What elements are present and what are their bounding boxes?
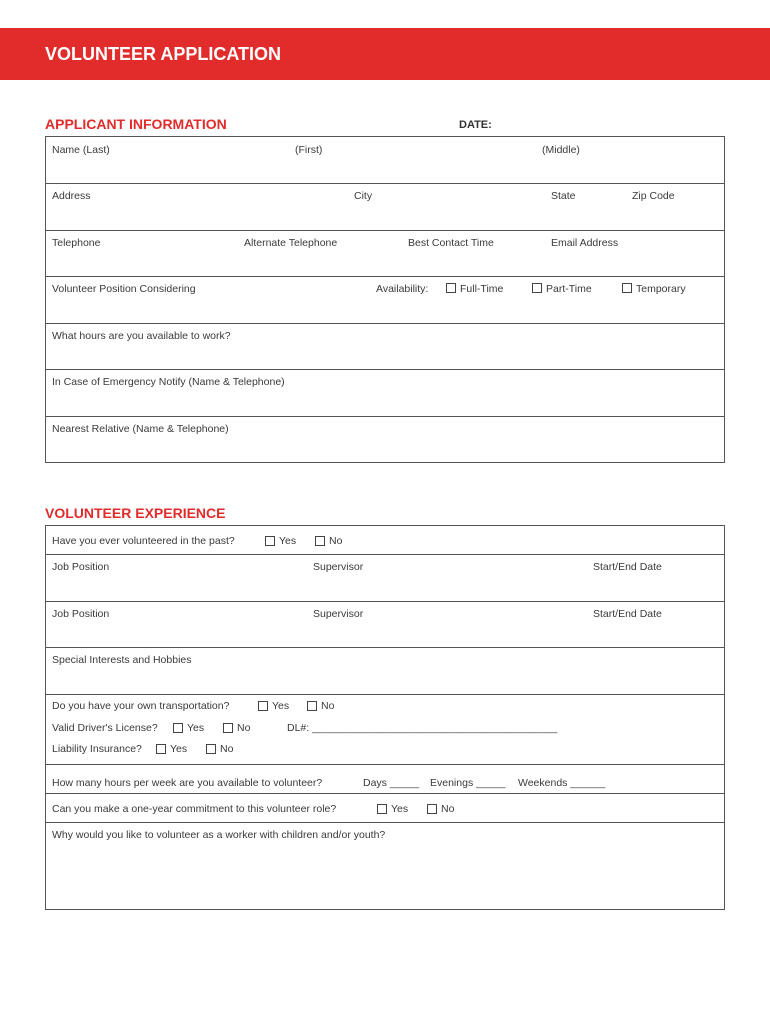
interests-label: Special Interests and Hobbies (52, 654, 192, 666)
insurance-yes-checkbox[interactable] (156, 744, 166, 754)
row-divider (46, 601, 724, 602)
volunteered-no-label: No (329, 535, 343, 547)
parttime-checkbox[interactable] (532, 283, 542, 293)
volunteered-yes-label: Yes (279, 535, 297, 547)
name-last-label: Name (Last) (52, 144, 110, 156)
emergency-label: In Case of Emergency Notify (Name & Telephone) (52, 376, 285, 388)
applicant-heading: APPLICANT INFORMATION (45, 116, 227, 132)
hours-week-question: How many hours per week are you available to volunteer? (52, 777, 323, 789)
best-contact-time-label: Best Contact Time (408, 237, 494, 249)
date-label: DATE: (459, 119, 492, 131)
experience-heading: VOLUNTEER EXPERIENCE (45, 505, 226, 521)
transport-yes-checkbox[interactable] (258, 701, 268, 711)
row-divider (46, 276, 724, 277)
start-end-date-label: Start/End Date (593, 561, 662, 573)
license-no-checkbox[interactable] (223, 723, 233, 733)
fulltime-checkbox[interactable] (446, 283, 456, 293)
row-divider (46, 793, 724, 794)
row-divider (46, 554, 724, 555)
row-divider (46, 323, 724, 324)
days-field[interactable]: Days _____ (363, 777, 420, 789)
insurance-question: Liability Insurance? (52, 743, 142, 755)
commitment-no-checkbox[interactable] (427, 804, 437, 814)
row-divider (46, 183, 724, 184)
license-yes-label: Yes (187, 722, 205, 734)
job-position-label: Job Position (52, 608, 110, 620)
job-position-label: Job Position (52, 561, 110, 573)
fulltime-label: Full-Time (460, 283, 504, 295)
row-divider (46, 230, 724, 231)
transport-no-checkbox[interactable] (307, 701, 317, 711)
supervisor-label: Supervisor (313, 561, 364, 573)
license-no-label: No (237, 722, 251, 734)
transport-yes-label: Yes (272, 700, 290, 712)
row-divider (46, 647, 724, 648)
relative-label: Nearest Relative (Name & Telephone) (52, 423, 229, 435)
applicant-info-table (45, 136, 725, 463)
alt-telephone-label: Alternate Telephone (244, 237, 338, 249)
transport-question: Do you have your own transportation? (52, 700, 230, 712)
dl-number-field[interactable]: DL#: __________________________________________ (287, 722, 558, 734)
row-divider (46, 416, 724, 417)
temporary-checkbox[interactable] (622, 283, 632, 293)
transport-no-label: No (321, 700, 335, 712)
evenings-field[interactable]: Evenings _____ (430, 777, 506, 789)
position-label: Volunteer Position Considering (52, 283, 196, 295)
commitment-yes-checkbox[interactable] (377, 804, 387, 814)
volunteered-yes-checkbox[interactable] (265, 536, 275, 546)
supervisor-label: Supervisor (313, 608, 364, 620)
name-first-label: (First) (295, 144, 323, 156)
insurance-no-checkbox[interactable] (206, 744, 216, 754)
row-divider (46, 694, 724, 695)
row-divider (46, 764, 724, 765)
temporary-label: Temporary (636, 283, 686, 295)
license-yes-checkbox[interactable] (173, 723, 183, 733)
volunteered-question: Have you ever volunteered in the past? (52, 535, 235, 547)
volunteered-no-checkbox[interactable] (315, 536, 325, 546)
email-label: Email Address (551, 237, 619, 249)
start-end-date-label: Start/End Date (593, 608, 662, 620)
zip-label: Zip Code (632, 190, 675, 202)
state-label: State (551, 190, 576, 202)
hours-question: What hours are you available to work? (52, 330, 231, 342)
weekends-field[interactable]: Weekends ______ (518, 777, 606, 789)
commitment-no-label: No (441, 803, 455, 815)
city-label: City (354, 190, 373, 202)
availability-label: Availability: (376, 283, 429, 295)
experience-table (45, 525, 725, 910)
address-label: Address (52, 190, 91, 202)
telephone-label: Telephone (52, 237, 101, 249)
name-middle-label: (Middle) (542, 144, 580, 156)
commitment-yes-label: Yes (391, 803, 409, 815)
license-question: Valid Driver's License? (52, 722, 158, 734)
row-divider (46, 369, 724, 370)
row-divider (46, 822, 724, 823)
form-title: VOLUNTEER APPLICATION (45, 44, 282, 64)
parttime-label: Part-Time (546, 283, 592, 295)
commitment-question: Can you make a one-year commitment to this volunteer role? (52, 803, 337, 815)
why-question: Why would you like to volunteer as a worker with children and/or youth? (52, 829, 386, 841)
insurance-yes-label: Yes (170, 743, 188, 755)
insurance-no-label: No (220, 743, 234, 755)
